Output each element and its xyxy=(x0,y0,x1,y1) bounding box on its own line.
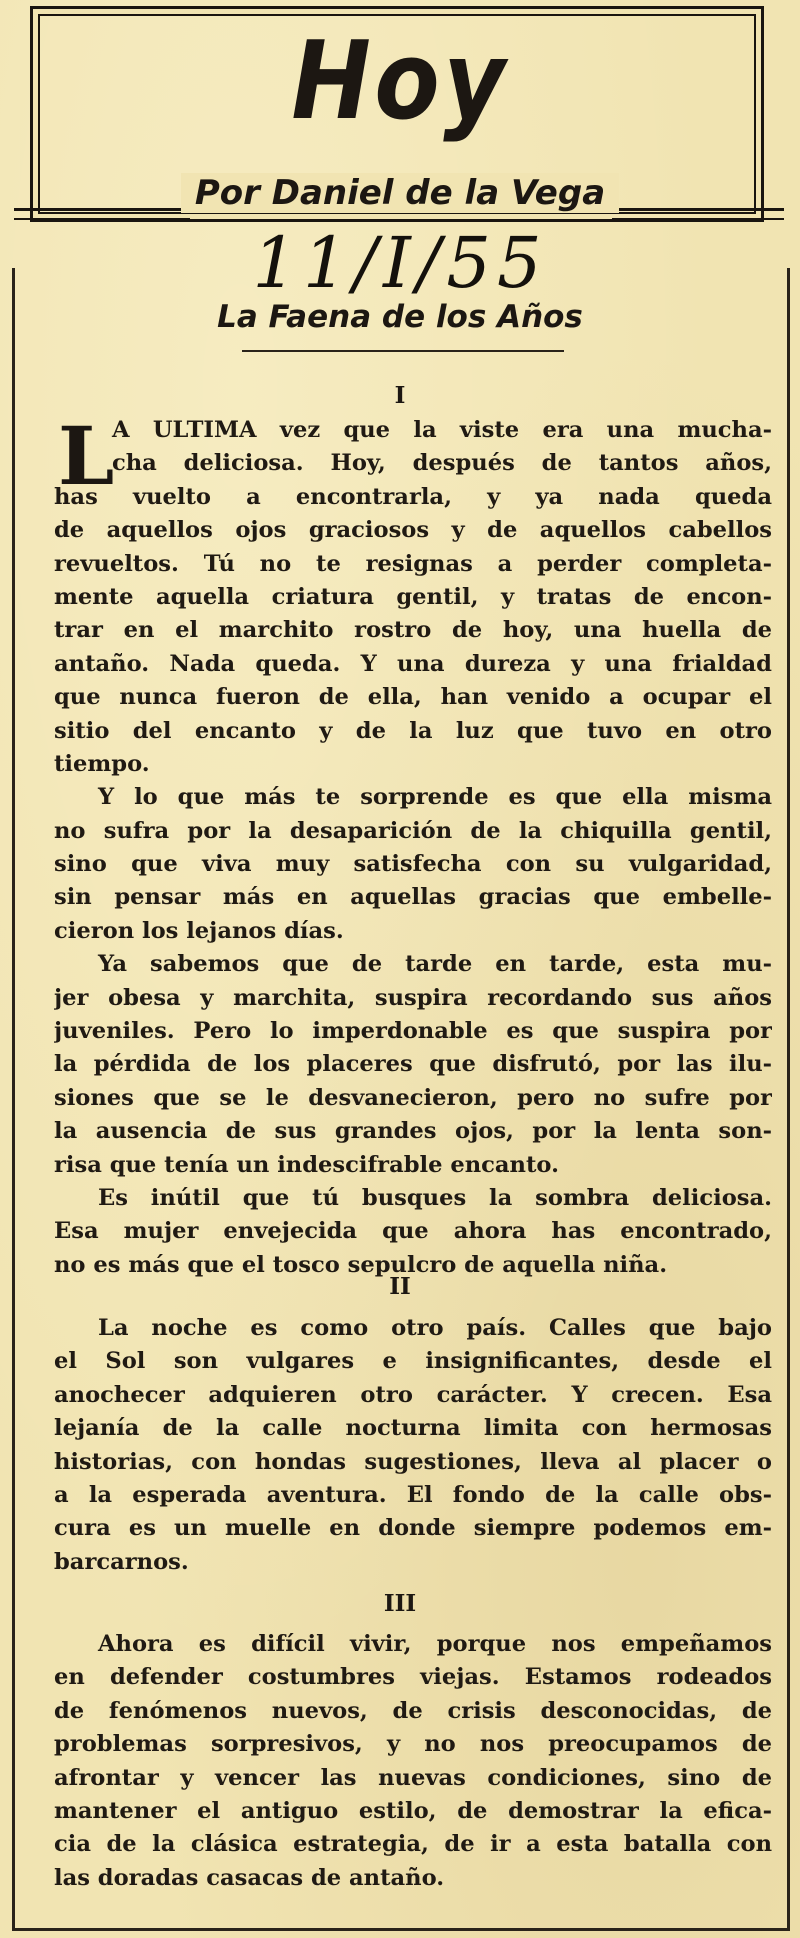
article-subtitle: La Faena de los Años xyxy=(217,299,583,335)
text-line: mente aquella criatura gentil, y tratas de encon- xyxy=(54,583,772,610)
text-line: sin pensar más en aquellas gracias que embelle- xyxy=(54,884,772,911)
text-line: no es más que el tosco sepulcro de aquella niña. xyxy=(54,1251,668,1278)
text-line: juveniles. Pero lo imperdonable es que suspira por xyxy=(54,1018,772,1045)
text-line: La noche es como otro país. Calles que bajo xyxy=(98,1315,772,1341)
byline: Por Daniel de la Vega xyxy=(0,176,800,210)
text-line: la pérdida de los placeres que disfrutó, por las ilu- xyxy=(54,1051,772,1078)
text-line: siones que se le desvanecieron, pero no sufre por xyxy=(54,1084,772,1111)
section-number-3: III xyxy=(383,1590,417,1617)
text-line: Esa mujer envejecida que ahora has encontrado, xyxy=(54,1218,772,1245)
text-line: cia de la clásica estrategia, de ir a esta batalla con xyxy=(54,1831,772,1858)
section-1-text xyxy=(54,409,772,1282)
text-line: anochecer adquieren otro carácter. Y crecen. Esa xyxy=(54,1381,772,1408)
text-line: de fenómenos nuevos, de crisis desconocidas, de xyxy=(54,1697,772,1724)
subtitle-underline xyxy=(242,350,564,352)
text-line: a la esperada aventura. El fondo de la calle obs- xyxy=(54,1481,772,1508)
text-line: Y lo que más te sorprende es que ella misma xyxy=(98,784,772,811)
text-line: Es inútil que tú busques la sombra deliciosa. xyxy=(98,1184,772,1211)
text-line: cha deliciosa. Hoy, después de tantos años, xyxy=(112,450,772,477)
text-line: antaño. Nada queda. Y una dureza y una frialdad xyxy=(54,650,772,677)
text-line: el Sol son vulgares e insignificantes, desde el xyxy=(54,1348,772,1375)
text-line: cieron los lejanos días. xyxy=(54,917,344,944)
drop-cap: L xyxy=(58,409,115,503)
text-line: risa que tenía un indescifrable encanto. xyxy=(54,1151,559,1178)
text-line: A ULTIMA vez que la viste era una mucha- xyxy=(112,417,772,443)
handwritten-date: 11/I/55 xyxy=(252,222,548,304)
section-number-2: II xyxy=(389,1273,411,1300)
text-line: trar en el marchito rostro de hoy, una huella de xyxy=(54,617,772,644)
text-line: no sufra por la desaparición de la chiquilla gentil, xyxy=(54,817,772,844)
section-2-text xyxy=(54,1312,772,1579)
text-line: has vuelto a encontrarla, y ya nada queda xyxy=(54,483,772,510)
text-line: Ya sabemos que de tarde en tarde, esta mu- xyxy=(98,951,772,978)
text-line: lejanía de la calle nocturna limita con hermosas xyxy=(54,1415,772,1442)
text-line: Ahora es difícil vivir, porque nos empeñamos xyxy=(98,1631,772,1657)
section-number-1: I xyxy=(394,382,406,409)
text-line: sino que viva muy satisfecha con su vulgaridad, xyxy=(54,851,772,878)
text-line: tiempo. xyxy=(54,750,150,777)
text-line: que nunca fueron de ella, han venido a ocupar el xyxy=(54,684,772,711)
text-line: de aquellos ojos graciosos y de aquellos cabellos xyxy=(54,517,772,544)
text-line: problemas sorpresivos, y no nos preocupamos de xyxy=(54,1731,772,1758)
section-3-text xyxy=(54,1628,772,1895)
text-line: la ausencia de sus grandes ojos, por la lenta son- xyxy=(54,1118,772,1145)
text-line: revueltos. Tú no te resignas a perder completa- xyxy=(54,550,772,577)
text-line: afrontar y vencer las nuevas condiciones, sino de xyxy=(54,1764,772,1791)
text-line: en defender costumbres viejas. Estamos rodeados xyxy=(54,1664,772,1691)
text-line: historias, con hondas sugestiones, lleva al placer o xyxy=(54,1448,772,1475)
text-line: cura es un muelle en donde siempre podemos em- xyxy=(54,1515,772,1542)
text-line: las doradas casacas de antaño. xyxy=(54,1864,445,1891)
text-line: jer obesa y marchita, suspira recordando sus años xyxy=(54,984,772,1011)
text-line: mantener el antiguo estilo, de demostrar la efica- xyxy=(54,1797,772,1824)
text-line: sitio del encanto y de la luz que tuvo en otro xyxy=(54,717,772,744)
text-line: barcarnos. xyxy=(54,1548,189,1575)
column-title: Hoy xyxy=(291,19,509,144)
